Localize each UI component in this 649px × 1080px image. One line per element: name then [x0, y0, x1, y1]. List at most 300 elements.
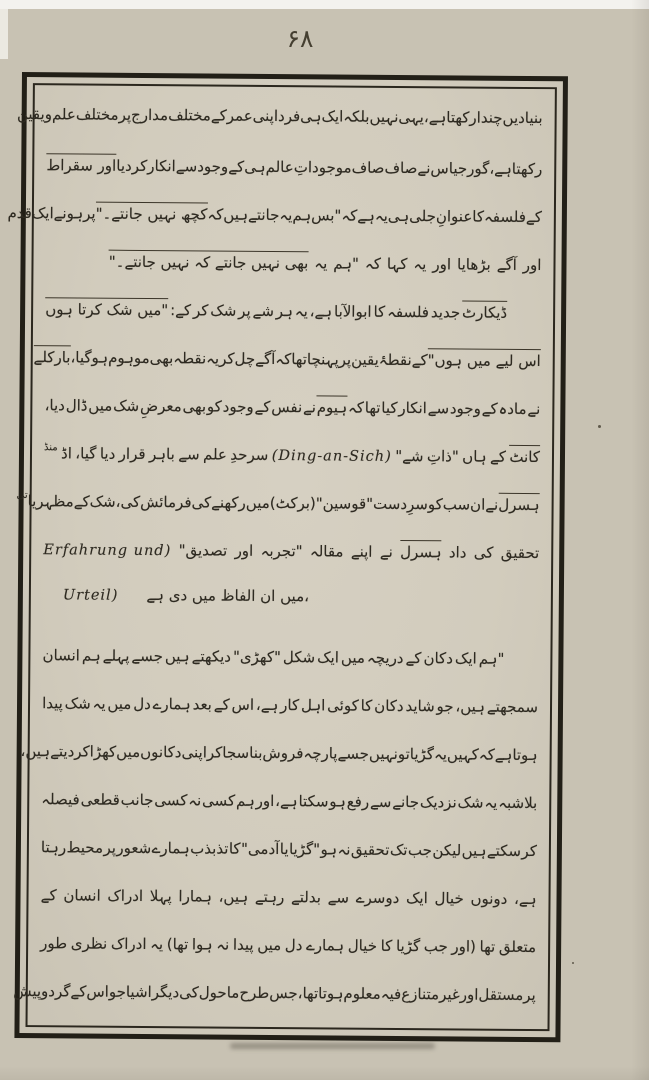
- scan-edge-corner: [0, 9, 8, 59]
- urdu-word: نہ: [337, 840, 351, 859]
- page-number: ۶۸: [286, 24, 314, 53]
- urdu-word: ایک: [405, 889, 428, 908]
- urdu-word: شک: [210, 301, 237, 320]
- urdu-word: ہوا: [191, 935, 213, 954]
- urdu-word: فرد: [277, 107, 301, 126]
- urdu-word: ہمارا: [178, 887, 212, 906]
- urdu-word: شے: [252, 301, 275, 320]
- overlined-phrase: کانٹ: [509, 445, 540, 466]
- urdu-word: جانے: [392, 792, 420, 812]
- urdu-word: تحقیق: [500, 543, 540, 563]
- overlined-phrase: بارکلے: [34, 345, 71, 366]
- overlined-phrase: "میں شک کرتا ہوں: [45, 297, 168, 319]
- urdu-word: طرح: [239, 983, 270, 1002]
- urdu-word: پیش: [13, 981, 42, 1001]
- urdu-word: مدارج: [131, 105, 169, 125]
- overlined-phrase: کچھ نہیں جانتے۔": [96, 202, 208, 224]
- urdu-word: سے: [427, 399, 450, 418]
- urdu-word: پر: [523, 985, 536, 1005]
- urdu-word: دیگر: [151, 983, 180, 1002]
- urdu-word: عالم: [265, 157, 294, 177]
- urdu-word: پیدا: [232, 935, 254, 954]
- urdu-word: ہے،: [309, 302, 333, 321]
- urdu-word: نے: [527, 399, 541, 419]
- urdu-word: دیا: [116, 156, 132, 175]
- urdu-word: کار: [280, 696, 300, 715]
- urdu-word: دکان: [423, 649, 453, 668]
- urdu-word: غیر: [439, 985, 460, 1004]
- urdu-word: کر: [206, 743, 223, 762]
- urdu-word: بنیادیں: [502, 108, 543, 128]
- urdu-word: گرد: [48, 982, 71, 1001]
- urdu-word: ہم: [81, 646, 101, 665]
- urdu-word: تذبذب: [190, 839, 229, 858]
- urdu-word: اشیا: [125, 982, 152, 1002]
- urdu-word: جو: [436, 697, 454, 716]
- urdu-word: نہ: [188, 791, 202, 810]
- urdu-word: "تجربہ: [260, 541, 303, 561]
- text-line: [40, 928, 536, 980]
- urdu-word: کے: [73, 492, 90, 511]
- urdu-word: مختلف: [75, 105, 119, 124]
- urdu-word: (اور: [451, 937, 477, 956]
- urdu-word: شے": [395, 446, 424, 466]
- urdu-word: بلکہ: [343, 107, 370, 126]
- urdu-word: میں: [107, 694, 132, 713]
- text-line: [41, 832, 537, 884]
- urdu-word: کا: [380, 936, 393, 955]
- urdu-word: اپنے: [350, 542, 373, 561]
- text-line: [40, 880, 536, 932]
- overlined-phrase: اس لیے میں ہوں": [428, 348, 541, 370]
- overlined-phrase: ڈیکارٹ: [462, 300, 507, 321]
- urdu-word: یقین: [351, 350, 379, 369]
- urdu-word: کہ: [364, 254, 381, 273]
- overlined-phrase: ہیوم: [317, 395, 348, 416]
- urdu-word: فرمائش: [140, 492, 192, 512]
- urdu-word: اور: [432, 255, 452, 274]
- urdu-word: عنوانِ: [435, 207, 473, 226]
- urdu-word: پر: [103, 838, 117, 857]
- urdu-word: سکتے: [486, 841, 522, 860]
- urdu-word: و: [41, 982, 49, 1001]
- text-line: [42, 688, 538, 740]
- superscript-text: تی: [16, 489, 28, 502]
- urdu-word: ہو: [329, 792, 346, 811]
- urdu-word: کے: [70, 982, 87, 1001]
- urdu-word: پہلا: [149, 887, 172, 906]
- urdu-word: "قوسین": [315, 494, 374, 513]
- urdu-word: ہے: [494, 745, 513, 764]
- urdu-word: "ذاتِ: [426, 447, 459, 466]
- urdu-word: یہ: [150, 935, 164, 954]
- urdu-word: نہیں: [368, 744, 398, 763]
- urdu-word: کا: [228, 839, 241, 858]
- urdu-word: پہنچا: [306, 350, 339, 369]
- urdu-word: فیہ: [380, 984, 402, 1004]
- urdu-word: ہے،: [275, 792, 298, 811]
- urdu-word: نفس: [271, 397, 303, 417]
- superscript-text: منڈ: [44, 442, 58, 454]
- urdu-word: ارکھتا: [446, 108, 481, 127]
- urdu-word: متعلق: [498, 937, 537, 957]
- urdu-word: نے: [302, 398, 317, 417]
- urdu-word: ہیں: [164, 647, 190, 666]
- urdu-word: کسی: [202, 791, 236, 810]
- urdu-word: پر: [338, 350, 352, 369]
- urdu-word: یقین: [16, 104, 45, 124]
- urdu-word: "ہم: [333, 254, 360, 273]
- paper-speck: [572, 962, 574, 964]
- text-line: [13, 976, 536, 1028]
- urdu-word: ادراک: [110, 934, 147, 954]
- urdu-word: ابوالآبا: [333, 302, 372, 321]
- urdu-word: ایک: [321, 107, 344, 126]
- urdu-word: بدلتے: [290, 888, 322, 907]
- urdu-word: اہل: [300, 696, 326, 715]
- urdu-word: پر: [238, 301, 251, 320]
- urdu-word: کے: [481, 399, 498, 418]
- urdu-word: مختلف: [168, 106, 211, 125]
- urdu-word: دکان: [374, 696, 404, 716]
- urdu-word: کہ: [275, 349, 292, 369]
- urdu-word: "بس: [311, 206, 342, 225]
- urdu-word: ہیں،: [455, 697, 486, 716]
- urdu-word: تھا،: [297, 984, 319, 1003]
- urdu-word: پرہونے: [53, 204, 96, 223]
- urdu-word: میں: [88, 396, 113, 415]
- urdu-word: علم: [51, 105, 76, 124]
- urdu-word: ہوتا: [318, 984, 344, 1003]
- urdu-word: کر: [219, 349, 235, 368]
- urdu-word: اپنی: [252, 106, 279, 126]
- urdu-word: کہیں: [446, 745, 479, 764]
- urdu-word: یہی: [398, 107, 424, 127]
- urdu-word: جس: [269, 983, 298, 1003]
- urdu-word: دل: [133, 694, 151, 714]
- text-line: [33, 339, 541, 391]
- text-block: [7, 99, 543, 1027]
- urdu-word: فلسفہ: [483, 207, 527, 226]
- urdu-word: باہر: [148, 445, 175, 464]
- urdu-word: ہیں،: [20, 742, 51, 761]
- urdu-word: سرِ: [406, 495, 428, 514]
- urdu-word: ہوتا: [512, 745, 538, 765]
- urdu-word: پہلے: [102, 646, 130, 665]
- urdu-word: سب: [442, 495, 471, 514]
- urdu-word: خیال: [347, 936, 378, 955]
- urdu-word: ان: [470, 495, 486, 514]
- page-frame: [7, 72, 568, 1042]
- urdu-word: کہ: [347, 398, 365, 417]
- urdu-word: اڈ: [60, 444, 72, 463]
- urdu-word: یہ: [279, 206, 293, 225]
- urdu-word: یا: [279, 840, 289, 859]
- urdu-word: رکھنے: [211, 493, 246, 512]
- urdu-word: صاف: [351, 158, 385, 177]
- urdu-word: پر: [118, 105, 132, 124]
- urdu-word: کی: [191, 493, 212, 512]
- urdu-word: سے: [178, 445, 200, 464]
- urdu-word: جانتے: [248, 205, 280, 225]
- urdu-word: کے: [525, 207, 542, 227]
- urdu-word: لیکن: [432, 841, 462, 860]
- urdu-word: ہم: [292, 206, 312, 225]
- urdu-word: ہی: [244, 157, 266, 176]
- urdu-word: کو: [206, 397, 222, 416]
- urdu-word: کہا: [386, 254, 408, 274]
- urdu-word: جسے: [131, 646, 163, 666]
- urdu-word: جب: [407, 841, 433, 860]
- urdu-word: ہے: [357, 206, 375, 225]
- urdu-word: شک: [113, 396, 140, 415]
- urdu-word: تو: [397, 744, 410, 764]
- urdu-word: ہی: [300, 107, 322, 126]
- urdu-word: دیکھتے: [191, 647, 232, 666]
- urdu-word: کے: [411, 351, 428, 370]
- latin-word: (Ding-an-Sich): [271, 447, 392, 465]
- urdu-word: ہو: [91, 348, 109, 367]
- urdu-word: یہ: [484, 793, 498, 812]
- latin-phrase: Urteil): [62, 587, 119, 604]
- overlined-phrase: بھی نہیں جانتے کہ نہیں جانتے۔": [109, 250, 309, 273]
- urdu-word: تصدیق": [178, 541, 228, 560]
- urdu-word: کہ: [207, 205, 224, 224]
- urdu-word: ہیں: [223, 205, 249, 224]
- scan-smudge: [230, 1043, 435, 1049]
- urdu-word: ہمارے: [151, 839, 190, 858]
- urdu-word: پارچہ: [303, 744, 338, 763]
- urdu-word: ایک: [317, 648, 340, 667]
- text-line: [7, 195, 542, 247]
- urdu-word: دست: [372, 494, 408, 514]
- urdu-word: یہ: [374, 206, 388, 225]
- urdu-word: سکتا: [298, 792, 329, 811]
- urdu-word: ڈال: [65, 396, 88, 415]
- overlined-phrase: ہسرل: [400, 540, 442, 561]
- urdu-word: متنازع: [401, 985, 440, 1004]
- text-line: [44, 435, 540, 487]
- urdu-word: سمجھتے: [486, 697, 539, 717]
- urdu-word: جدید: [430, 303, 461, 322]
- urdu-word: رکھتا: [511, 159, 543, 179]
- urdu-word: دکانوں: [140, 742, 182, 762]
- urdu-word: وجود: [449, 399, 481, 418]
- urdu-word: جلی: [409, 207, 436, 226]
- urdu-word: شعور: [116, 838, 152, 858]
- urdu-word: دیا،: [44, 396, 65, 415]
- urdu-word: "گڑیا: [288, 840, 321, 859]
- urdu-word: قطعی: [80, 790, 120, 809]
- urdu-word: خیال: [434, 889, 464, 908]
- urdu-word: کی،: [115, 492, 141, 511]
- text-line: [20, 736, 538, 788]
- urdu-word: کے: [40, 886, 57, 905]
- urdu-word: دیا: [99, 444, 116, 463]
- urdu-word: ہم: [235, 791, 255, 810]
- urdu-word: ہے،: [255, 695, 279, 715]
- urdu-word: نہیں: [369, 107, 399, 126]
- urdu-word: علم: [202, 445, 227, 464]
- urdu-word: گڑیا: [395, 936, 421, 956]
- urdu-word: سجا: [222, 743, 250, 762]
- urdu-word: کا: [373, 302, 386, 321]
- urdu-word: یہ: [206, 349, 220, 368]
- urdu-word: آگے: [255, 349, 276, 368]
- text-line: [16, 99, 543, 151]
- urdu-word: ہمارے: [152, 695, 191, 714]
- urdu-word: بھی: [149, 349, 174, 368]
- urdu-word: معرضِ: [139, 396, 182, 416]
- urdu-word: اور: [255, 791, 275, 811]
- urdu-word: نقطۂ: [378, 350, 412, 370]
- urdu-word: رہتا: [40, 838, 67, 857]
- urdu-word: جانب: [120, 790, 154, 810]
- scan-bottom-shadow: [0, 1066, 649, 1080]
- urdu-word: چند: [480, 108, 503, 127]
- urdu-word: انکار: [398, 398, 427, 418]
- urdu-word: تھا: [291, 350, 307, 369]
- urdu-word: شک: [89, 492, 116, 511]
- urdu-word: کر: [192, 301, 209, 320]
- urdu-word: سے: [175, 157, 198, 176]
- urdu-word: آگے: [496, 255, 517, 274]
- urdu-word: میں: [116, 742, 141, 761]
- urdu-word: مقالہ: [309, 542, 344, 561]
- urdu-word: دوسرے: [355, 888, 400, 907]
- urdu-word: دریچہ: [366, 648, 404, 668]
- urdu-word: رفع: [346, 792, 370, 811]
- urdu-word: ہے،: [423, 108, 447, 127]
- text-line: [41, 784, 537, 836]
- urdu-word: اور: [459, 985, 479, 1004]
- urdu-word: شک: [64, 694, 91, 713]
- urdu-word: اور: [522, 255, 542, 275]
- urdu-word: بھی: [182, 397, 207, 416]
- urdu-word: نے: [485, 495, 499, 514]
- urdu-word: ہمارے: [305, 936, 345, 955]
- urdu-word: ہے،: [514, 889, 537, 909]
- urdu-word: کو: [427, 495, 443, 514]
- urdu-word: نے: [417, 159, 431, 178]
- urdu-word: دیتے: [50, 742, 75, 761]
- urdu-word: کے: [228, 157, 245, 176]
- urdu-word: تحقیق: [350, 840, 390, 859]
- urdu-word: جسے: [337, 744, 370, 763]
- text-line: [43, 579, 539, 631]
- urdu-word: کر: [131, 156, 148, 175]
- urdu-word: شکل: [282, 648, 316, 667]
- urdu-word: کوئی: [327, 696, 359, 715]
- text-line: [43, 531, 539, 583]
- urdu-word: آدمی": [240, 839, 280, 859]
- urdu-word: عمر: [226, 106, 253, 125]
- urdu-word: جو: [108, 982, 126, 1001]
- urdu-word: کی: [179, 983, 199, 1002]
- urdu-word: کر: [521, 841, 537, 861]
- urdu-word: میں: [340, 648, 366, 667]
- overlined-phrase: اور سقراط: [46, 153, 116, 175]
- urdu-word: بعد: [192, 695, 212, 714]
- overlined-phrase: ہسرل: [498, 493, 540, 514]
- urdu-word: اس: [231, 695, 255, 714]
- urdu-word: تھا): [166, 935, 189, 954]
- urdu-word: طور: [40, 934, 68, 953]
- urdu-word: نزدیک: [419, 793, 457, 812]
- urdu-word: محیط: [66, 838, 104, 857]
- urdu-word: کھڑا: [89, 742, 117, 761]
- urdu-word: ہیں: [461, 841, 487, 860]
- urdu-word: گورجیاس: [430, 159, 490, 178]
- urdu-word: سے: [327, 888, 350, 907]
- urdu-word: یہ: [92, 694, 106, 713]
- urdu-word: نہ: [216, 935, 230, 954]
- urdu-word: کے: [213, 695, 230, 714]
- urdu-word: ہو: [320, 840, 338, 859]
- urdu-word: موہوم: [108, 348, 150, 368]
- urdu-word: ہر: [275, 302, 293, 321]
- urdu-word: مستقل: [478, 985, 524, 1004]
- urdu-word: تھا: [479, 937, 496, 956]
- urdu-word: کے: [489, 447, 507, 466]
- urdu-word: معلوم: [343, 984, 381, 1003]
- urdu-word: یہ: [433, 745, 448, 764]
- urdu-word: کر: [74, 742, 90, 761]
- text-line: [45, 243, 541, 295]
- text-line: [16, 483, 540, 535]
- urdu-word: ہے،: [489, 159, 512, 178]
- urdu-word: میں: [245, 493, 270, 512]
- urdu-word: انسان: [63, 886, 101, 905]
- urdu-word: ماحول: [198, 983, 240, 1002]
- urdu-word: وجود: [197, 157, 229, 176]
- urdu-word: وجود: [222, 397, 254, 416]
- urdu-word: فروش: [262, 743, 304, 763]
- urdu-word: شک: [457, 793, 484, 812]
- urdu-word: ہاں: [462, 447, 487, 466]
- urdu-word: تھا: [364, 398, 381, 417]
- urdu-word: مادہ: [498, 399, 527, 418]
- urdu-word: چل: [234, 349, 256, 368]
- urdu-word: اور: [234, 541, 254, 560]
- urdu-word: داد: [448, 543, 467, 562]
- urdu-word: مظہریا: [27, 492, 74, 511]
- urdu-word: کے: [210, 106, 227, 125]
- urdu-word: بنا: [249, 743, 263, 762]
- urdu-word: و: [44, 105, 53, 124]
- text-line: [45, 291, 541, 343]
- urdu-word: موجوداتِ: [293, 158, 352, 177]
- urdu-word: ادراک: [107, 886, 144, 905]
- urdu-word: فیصلہ: [41, 790, 80, 809]
- text-line: [46, 147, 542, 199]
- urdu-word: (برکٹ): [269, 493, 316, 513]
- urdu-word: کے:: [170, 301, 192, 320]
- urdu-word: ہیں،: [218, 887, 249, 906]
- urdu-word: ہی: [387, 206, 410, 226]
- urdu-word: فلسفہ: [387, 302, 430, 322]
- urdu-word: ایک: [31, 204, 54, 223]
- urdu-word: گیا،: [70, 348, 92, 367]
- urdu-word: ایک: [454, 649, 477, 668]
- urdu-word: سے: [369, 792, 392, 811]
- urdu-word: نقطہ: [173, 349, 207, 368]
- urdu-word: نظری: [70, 934, 108, 953]
- paper-speck: [598, 425, 601, 428]
- urdu-word: اپنی: [181, 743, 207, 762]
- urdu-word: کے: [405, 649, 422, 668]
- urdu-word: شاید: [405, 697, 435, 716]
